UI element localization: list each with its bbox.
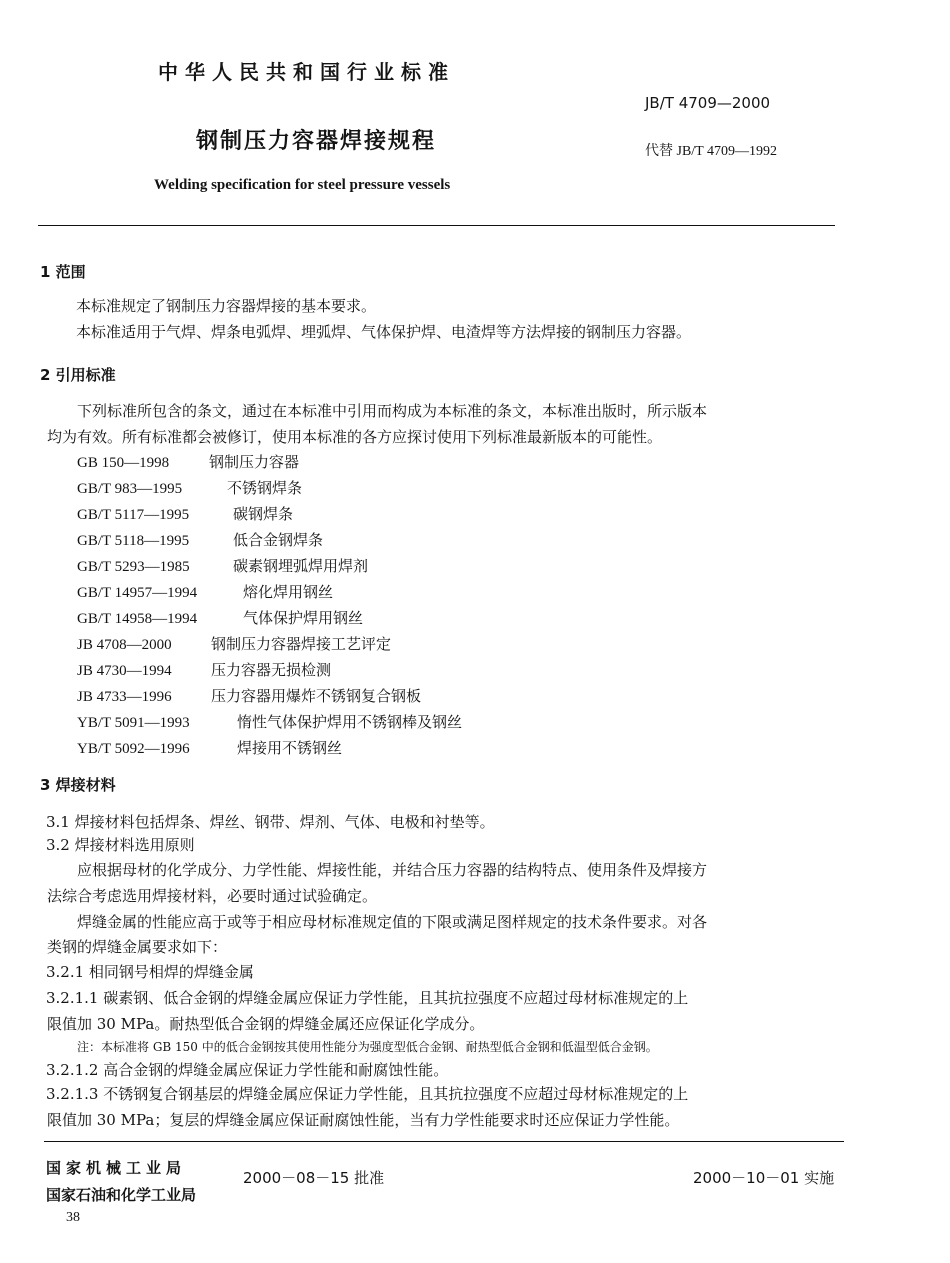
reference-code: GB/T 14957—1994 xyxy=(77,585,198,601)
replaces-standard: 代替 JB/T 4709—1992 xyxy=(645,144,777,159)
list-item xyxy=(77,633,391,654)
list-item xyxy=(77,607,363,628)
reference-code: GB/T 14958—1994 xyxy=(77,611,198,627)
reference-code: GB/T 5293—1985 xyxy=(77,559,190,575)
reference-code: GB/T 983—1995 xyxy=(77,481,183,497)
reference-title: 气体保护焊用钢丝 xyxy=(243,609,364,627)
footer-divider xyxy=(44,1141,844,1142)
list-item xyxy=(77,711,462,732)
section-2-intro: 下列标准所包含的条文，通过在本标准中引用而构成为本标准的条文，本标准出版时，所示版本 xyxy=(77,402,708,420)
reference-code: YB/T 5091—1993 xyxy=(77,715,190,731)
reference-title: 钢制压力容器 xyxy=(209,453,300,471)
reference-code: GB 150—1998 xyxy=(77,455,170,471)
reference-code: GB/T 5118—1995 xyxy=(77,533,190,549)
note: 注：本标准将 GB 150 中的低合金钢按其使用性能分为强度型低合金钢、耐热型低合金钢和低温型低合金钢。 xyxy=(77,1040,658,1054)
section-1-paragraph: 本标准适用于气焊、焊条电弧焊、埋弧焊、气体保护焊、电渣焊等方法焊接的钢制压力容器。 xyxy=(76,323,692,341)
reference-title: 碳钢焊条 xyxy=(233,505,294,523)
reference-title: 碳素钢埋弧焊用焊剂 xyxy=(233,557,369,575)
issuer: 国家石油和化学工业局 xyxy=(46,1186,197,1204)
english-title: Welding specification for steel pressure vessels xyxy=(154,177,451,193)
list-item xyxy=(77,503,293,524)
clause-paragraph: 法综合考虑选用焊接材料，必要时通过试验确定。 xyxy=(47,887,378,905)
list-item xyxy=(77,685,421,706)
section-1-heading: 1 范围 xyxy=(40,263,86,281)
list-item xyxy=(77,451,299,472)
reference-code: JB 4708—2000 xyxy=(77,637,172,653)
section-2-heading: 2 引用标准 xyxy=(40,366,116,384)
reference-title: 压力容器用爆炸不锈钢复合钢板 xyxy=(211,687,422,705)
reference-title: 熔化焊用钢丝 xyxy=(243,583,334,601)
clause-paragraph: 应根据母材的化学成分、力学性能、焊接性能，并结合压力容器的结构特点、使用条件及焊接方 xyxy=(77,861,708,879)
reference-title: 不锈钢焊条 xyxy=(227,479,303,497)
clause-paragraph: 焊缝金属的性能应高于或等于相应母材标准规定值的下限或满足图样规定的技术条件要求。对各 xyxy=(77,913,708,931)
clause-3-2-1: 3.2.1 相同钢号相焊的焊缝金属 xyxy=(46,963,254,981)
clause-3-2-1-1: 限值加 30 MPa。耐热型低合金钢的焊缝金属还应保证化学成分。 xyxy=(47,1015,485,1033)
standard-number: JB/T 4709—2000 xyxy=(645,94,771,112)
list-item xyxy=(77,737,342,758)
header-divider xyxy=(38,225,835,226)
approval-date: 2000－08－15 批准 xyxy=(243,1169,385,1187)
section-3-heading: 3 焊接材料 xyxy=(40,776,116,794)
reference-title: 惰性气体保护焊用不锈钢棒及钢丝 xyxy=(237,713,463,731)
effective-date: 2000－10－01 实施 xyxy=(693,1169,835,1187)
page-number: 38 xyxy=(66,1210,80,1225)
reference-title: 焊接用不锈钢丝 xyxy=(237,739,343,757)
reference-code: YB/T 5092—1996 xyxy=(77,741,190,757)
reference-code: JB 4733—1996 xyxy=(77,689,172,705)
clause-3-2-1-1: 3.2.1.1 碳素钢、低合金钢的焊缝金属应保证力学性能，且其抗拉强度不应超过母材标准规定的上 xyxy=(46,989,689,1007)
reference-code: JB 4730—1994 xyxy=(77,663,172,679)
list-item xyxy=(77,555,368,576)
clause-3-2-1-3: 限值加 30 MPa；复层的焊缝金属应保证耐腐蚀性能，当有力学性能要求时还应保证力学性能。 xyxy=(47,1111,680,1129)
reference-code: GB/T 5117—1995 xyxy=(77,507,190,523)
clause-paragraph: 类钢的焊缝金属要求如下： xyxy=(47,938,228,956)
list-item xyxy=(77,477,302,498)
page-title: 钢制压力容器焊接规程 xyxy=(196,129,437,154)
list-item xyxy=(77,529,323,550)
reference-title: 钢制压力容器焊接工艺评定 xyxy=(211,635,392,653)
list-item xyxy=(77,581,333,602)
clause-3-1: 3.1 焊接材料包括焊条、焊丝、钢带、焊剂、气体、电极和衬垫等。 xyxy=(46,813,495,831)
reference-title: 低合金钢焊条 xyxy=(233,531,324,549)
clause-3-2-1-2: 3.2.1.2 高合金钢的焊缝金属应保证力学性能和耐腐蚀性能。 xyxy=(46,1061,449,1079)
clause-3-2-1-3: 3.2.1.3 不锈钢复合钢基层的焊缝金属应保证力学性能，且其抗拉强度不应超过母材标准规定的上 xyxy=(46,1085,689,1103)
reference-title: 压力容器无损检测 xyxy=(211,661,332,679)
list-item xyxy=(77,659,331,680)
section-1-paragraph: 本标准规定了钢制压力容器焊接的基本要求。 xyxy=(76,297,377,315)
section-2-intro: 均为有效。所有标准都会被修订，使用本标准的各方应探讨使用下列标准最新版本的可能性。 xyxy=(47,428,663,446)
issuer: 国家机械工业局 xyxy=(46,1159,187,1177)
document-class: 中华人民共和国行业标准 xyxy=(158,60,455,84)
clause-3-2: 3.2 焊接材料选用原则 xyxy=(46,836,195,854)
